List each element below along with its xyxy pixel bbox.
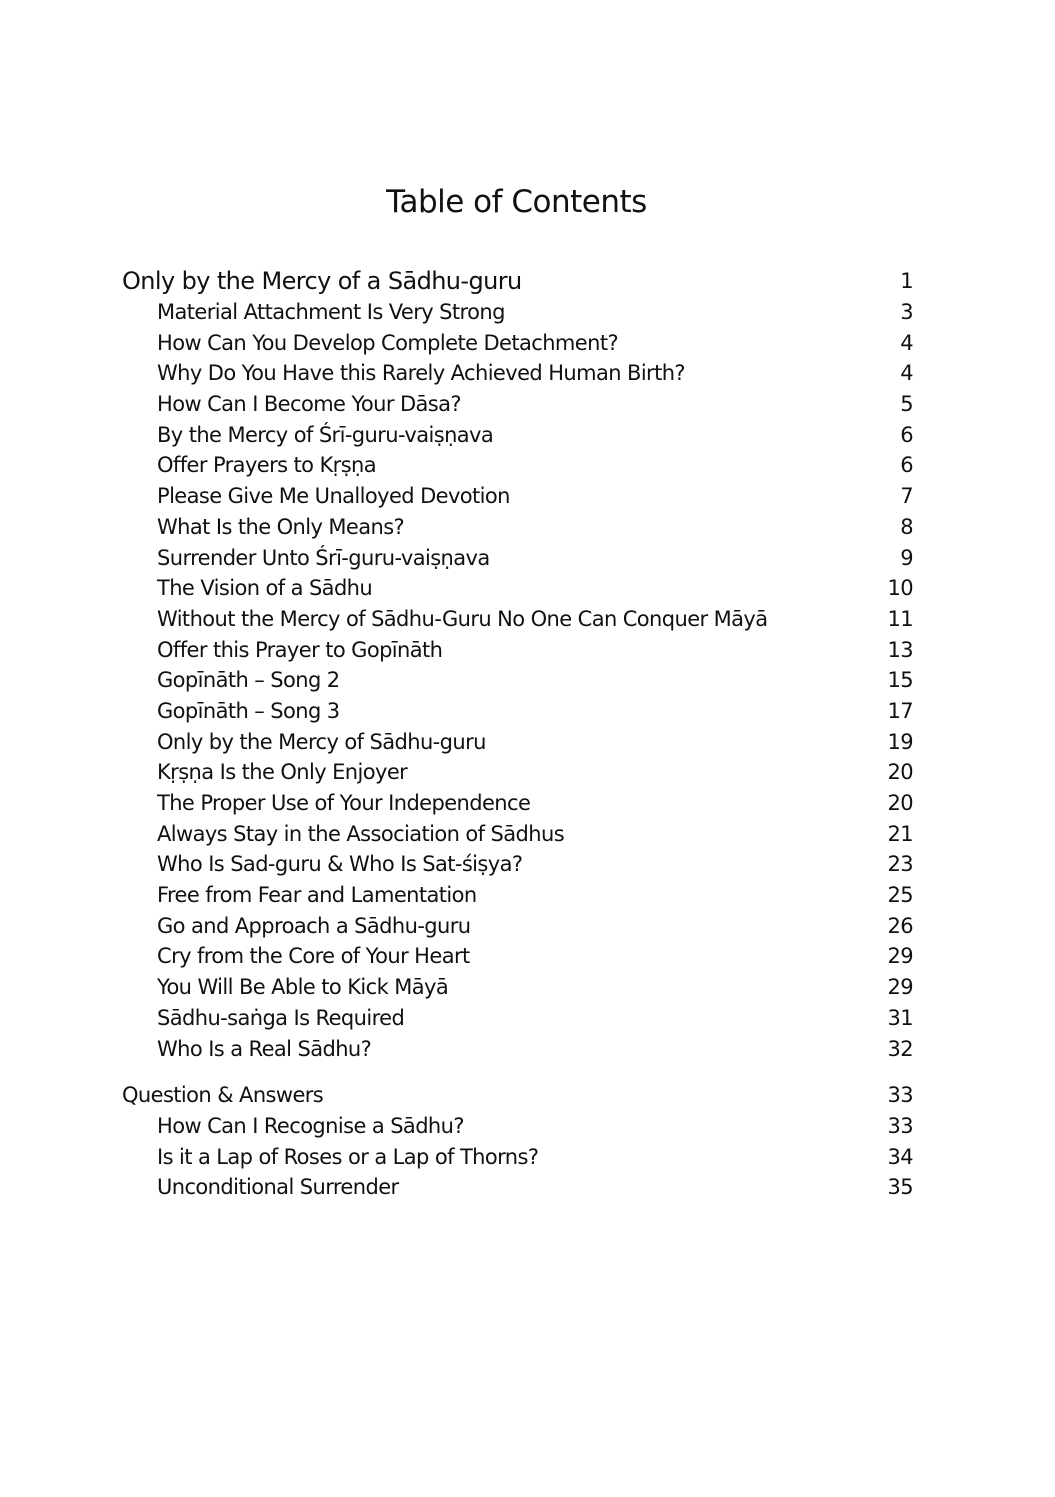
toc-entry[interactable] (122, 573, 913, 604)
page-number: 34 (887, 1144, 913, 1169)
entry-title: Sādhu-saṅga Is Required (157, 1005, 405, 1030)
chapter-title: Only by the Mercy of a Sādhu-guru (122, 267, 522, 295)
page-number: 7 (900, 484, 913, 509)
page-number: 32 (887, 1036, 913, 1061)
page-number: 26 (887, 913, 913, 938)
entry-title: The Proper Use of Your Independence (157, 791, 531, 815)
entry-title: How Can You Develop Complete Detachment? (157, 330, 618, 355)
entry-title: Why Do You Have this Rarely Achieved Human Birth? (157, 361, 685, 386)
entry-title: Please Give Me Unalloyed Devotion (157, 484, 510, 509)
toc-entry[interactable] (122, 880, 913, 911)
entry-title: Who Is Sad-guru & Who Is Sat-śiṣya? (157, 852, 523, 877)
entry-title: Surrender Unto Śrī-guru-vaiṣṇava (157, 545, 490, 570)
toc-entry[interactable] (122, 328, 913, 359)
page-number: 6 (900, 422, 913, 447)
page-number: 20 (887, 760, 913, 785)
page-number: 11 (887, 606, 913, 631)
page-number: 25 (887, 883, 913, 908)
entry-title: Gopīnāth – Song 3 (157, 698, 340, 723)
toc-entry[interactable] (122, 696, 913, 727)
page-number: 15 (887, 668, 913, 693)
toc-entry[interactable] (122, 1142, 913, 1173)
toc-entry[interactable] (122, 849, 913, 880)
toc-entry[interactable] (122, 450, 913, 481)
page-number: 5 (900, 392, 913, 417)
page-title: Table of Contents (386, 184, 647, 220)
page-number: 8 (900, 514, 913, 539)
page-number: 31 (887, 1005, 913, 1030)
entry-title: Without the Mercy of Sādhu-Guru No One Can Conquer Māyā (157, 606, 768, 631)
toc-entry[interactable] (122, 911, 913, 942)
toc-entry[interactable] (122, 604, 913, 635)
toc-entry[interactable] (122, 389, 913, 420)
toc-entry[interactable] (122, 358, 913, 389)
chapter-title: Question & Answers (122, 1083, 324, 1108)
toc-entry[interactable] (122, 665, 913, 696)
toc-entry[interactable] (122, 972, 913, 1003)
entry-title: How Can I Recognise a Sādhu? (157, 1113, 464, 1138)
entry-title: Gopīnāth – Song 2 (157, 668, 340, 693)
section-spacer (122, 1064, 913, 1080)
toc-entry[interactable] (122, 1003, 913, 1034)
page-number: 10 (887, 576, 913, 601)
page-number: 29 (887, 944, 913, 969)
entry-title: You Will Be Able to Kick Māyā (157, 975, 449, 1000)
page-number: 4 (900, 361, 913, 386)
toc-entry[interactable] (122, 819, 913, 850)
toc-entry[interactable] (122, 1034, 913, 1065)
entry-title: Cry from the Core of Your Heart (157, 944, 470, 969)
toc-entry[interactable] (122, 1172, 913, 1203)
entry-title: Offer this Prayer to Gopīnāth (157, 637, 443, 662)
page-number: 9 (900, 545, 913, 570)
toc-chapter[interactable] (122, 266, 913, 297)
toc-entry[interactable] (122, 635, 913, 666)
toc-entry[interactable] (122, 941, 913, 972)
entry-title: Go and Approach a Sādhu-guru (157, 913, 471, 938)
page-number: 17 (887, 698, 913, 723)
page-number: 29 (887, 975, 913, 1000)
page-number: 4 (900, 330, 913, 355)
entry-title: Unconditional Surrender (157, 1175, 399, 1200)
page-number: 6 (900, 453, 913, 478)
toc-chapter[interactable] (122, 1080, 913, 1111)
toc-entry[interactable] (122, 512, 913, 543)
entry-title: Material Attachment Is Very Strong (157, 300, 505, 324)
table-of-contents (122, 266, 913, 1203)
toc-entry[interactable] (122, 788, 913, 819)
toc-entry[interactable] (122, 481, 913, 512)
entry-title: Always Stay in the Association of Sādhus (157, 821, 565, 846)
page-number: 19 (887, 729, 913, 754)
entry-title: Kṛṣṇa Is the Only Enjoyer (157, 760, 408, 785)
entry-title: Offer Prayers to Kṛṣṇa (157, 453, 377, 478)
page-number: 20 (887, 791, 913, 815)
entry-title: By the Mercy of Śrī-guru-vaiṣṇava (157, 422, 494, 447)
entry-title: Free from Fear and Lamentation (157, 883, 477, 908)
entry-title: What Is the Only Means? (157, 514, 405, 539)
page-number: 33 (887, 1113, 913, 1138)
toc-entry[interactable] (122, 1111, 913, 1142)
page-number: 21 (887, 821, 913, 846)
toc-entry[interactable] (122, 420, 913, 451)
page-number: 13 (887, 637, 913, 662)
page-number: 1 (900, 269, 913, 293)
page-number: 3 (900, 300, 913, 324)
entry-title: Who Is a Real Sādhu? (157, 1036, 372, 1061)
toc-entry[interactable] (122, 757, 913, 788)
entry-title: How Can I Become Your Dāsa? (157, 392, 461, 417)
page-number: 33 (887, 1083, 913, 1108)
toc-entry[interactable] (122, 727, 913, 758)
page-number: 23 (887, 852, 913, 877)
toc-entry[interactable] (122, 297, 913, 328)
page-number: 35 (887, 1175, 913, 1200)
entry-title: Is it a Lap of Roses or a Lap of Thorns? (157, 1144, 539, 1169)
toc-entry[interactable] (122, 543, 913, 574)
entry-title: Only by the Mercy of Sādhu-guru (157, 729, 486, 754)
entry-title: The Vision of a Sādhu (157, 576, 373, 601)
